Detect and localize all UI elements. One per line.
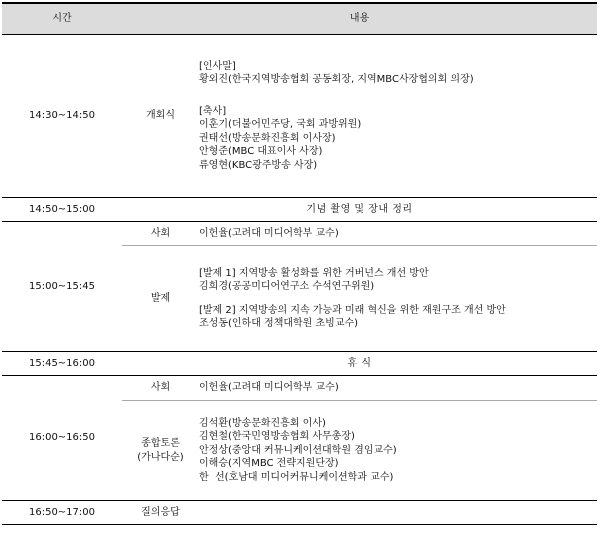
photo-row bbox=[2, 198, 597, 222]
panelist: 이해승(지역MBC 전략지원단장) bbox=[199, 458, 339, 470]
break-time: 15:45~16:00 bbox=[2, 352, 122, 376]
opening-content bbox=[199, 35, 597, 198]
talk1-title: [발제 1] 지역방송 활성화를 위한 거버넌스 개선 방안 bbox=[199, 267, 429, 279]
presentation-moderator: 이헌율(고려대 미디어학부 교수) bbox=[199, 222, 597, 246]
congrats-speaker: 이훈기(더불어민주당, 국회 과방위원) bbox=[199, 119, 362, 131]
header-content: 내용 bbox=[122, 3, 597, 35]
presentation-moderator-role: 사회 bbox=[122, 222, 199, 246]
discussion-session-title: 종합토론 bbox=[141, 438, 180, 449]
congrats-speaker: 권태선(방송문화진흥회 이사장) bbox=[199, 132, 336, 144]
congrats-speaker: 안형준(MBC 대표이사 사장) bbox=[199, 146, 323, 158]
discussion-panelists bbox=[199, 401, 597, 501]
opening-session: 개회식 bbox=[122, 35, 199, 198]
discussion-moderator-row bbox=[2, 376, 597, 401]
table-header bbox=[2, 3, 597, 35]
presentation-moderator-row bbox=[2, 222, 597, 246]
qa-time: 16:50~17:00 bbox=[2, 501, 122, 525]
discussion-moderator-role: 사회 bbox=[122, 376, 199, 401]
break-row bbox=[2, 352, 597, 376]
schedule-table bbox=[2, 2, 597, 525]
panelist: 한 선(호남대 미디어커뮤니케이션학과 교수) bbox=[199, 471, 394, 483]
congrats-speaker: 류영현(KBC광주방송 사장) bbox=[199, 159, 318, 171]
discussion-session-sub: (가나다순) bbox=[137, 451, 184, 463]
discussion-time: 16:00~16:50 bbox=[2, 376, 122, 501]
presentation-time: 15:00~15:45 bbox=[2, 222, 122, 352]
presentation-session: 발제 bbox=[122, 246, 199, 352]
discussion-session bbox=[122, 401, 199, 501]
panelist: 김석환(방송문화진흥회 이사) bbox=[199, 417, 326, 429]
break-text: 휴 식 bbox=[122, 352, 597, 376]
photo-time: 14:50~15:00 bbox=[2, 198, 122, 222]
qa-row bbox=[2, 501, 597, 525]
panelist: 김현철(한국민영방송협회 사무총장) bbox=[199, 431, 355, 443]
greeting-speaker: 황외진(한국지역방송협회 공동회장, 지역MBC사장협의회 의장) bbox=[199, 74, 474, 86]
photo-text: 기념 촬영 및 장내 정리 bbox=[122, 198, 597, 222]
talk2-title: [발제 2] 지역방송의 지속 가능과 미래 혁신을 위한 재원구조 개선 방안 bbox=[199, 304, 506, 316]
qa-session: 질의응답 bbox=[122, 501, 199, 525]
discussion-moderator: 이헌율(고려대 미디어학부 교수) bbox=[199, 376, 597, 401]
header-time: 시간 bbox=[2, 3, 122, 35]
opening-row bbox=[2, 35, 597, 198]
talk1-speaker: 김희경(공공미디어연구소 수석연구위원) bbox=[199, 281, 375, 292]
greeting-heading: [인사말] bbox=[199, 60, 236, 72]
opening-time: 14:30~14:50 bbox=[2, 35, 122, 198]
qa-content bbox=[199, 501, 597, 525]
presentation-talks bbox=[199, 246, 597, 352]
panelist: 안정상(중앙대 커뮤니케이션대학원 겸임교수) bbox=[199, 444, 397, 456]
congrats-heading: [축사] bbox=[199, 105, 227, 117]
talk2-speaker: 조성동(인하대 정책대학원 초빙교수) bbox=[199, 318, 359, 329]
